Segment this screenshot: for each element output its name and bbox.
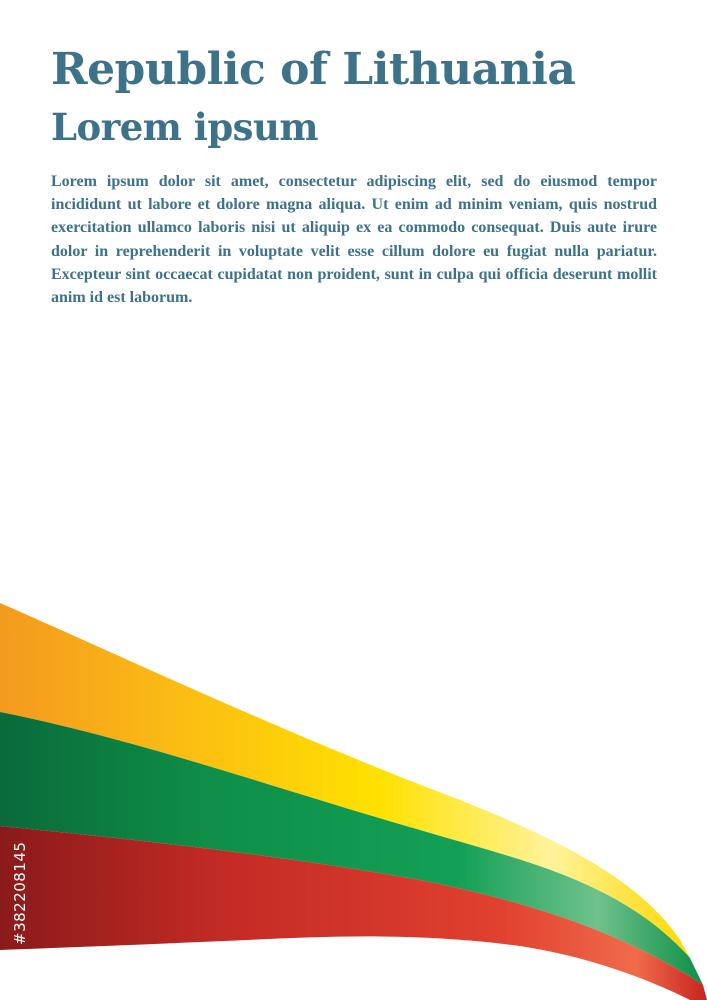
page-title: Republic of Lithuania (51, 44, 576, 95)
header (51, 40, 661, 154)
body-paragraph: Lorem ipsum dolor sit amet, consectetur adipiscing elit, sed do eiusmod tempor incididunt ut labore et dolore magna aliqua. Ut enim ad minim veniam, quis nostrud exercitation ullamco laboris nisi ut aliquip ex ea commodo consequat. Duis aute irure dolor in reprehenderit in voluptate velit esse cillum dolore eu fugiat nulla pariatur. Excepteur sint occaecat cupidatat non proident, sunt in culpa qui officia deserunt mollit anim id est laborum. (51, 173, 657, 307)
stock-id-watermark: #382208145 (11, 841, 29, 945)
page-subtitle: Lorem ipsum (51, 105, 319, 149)
